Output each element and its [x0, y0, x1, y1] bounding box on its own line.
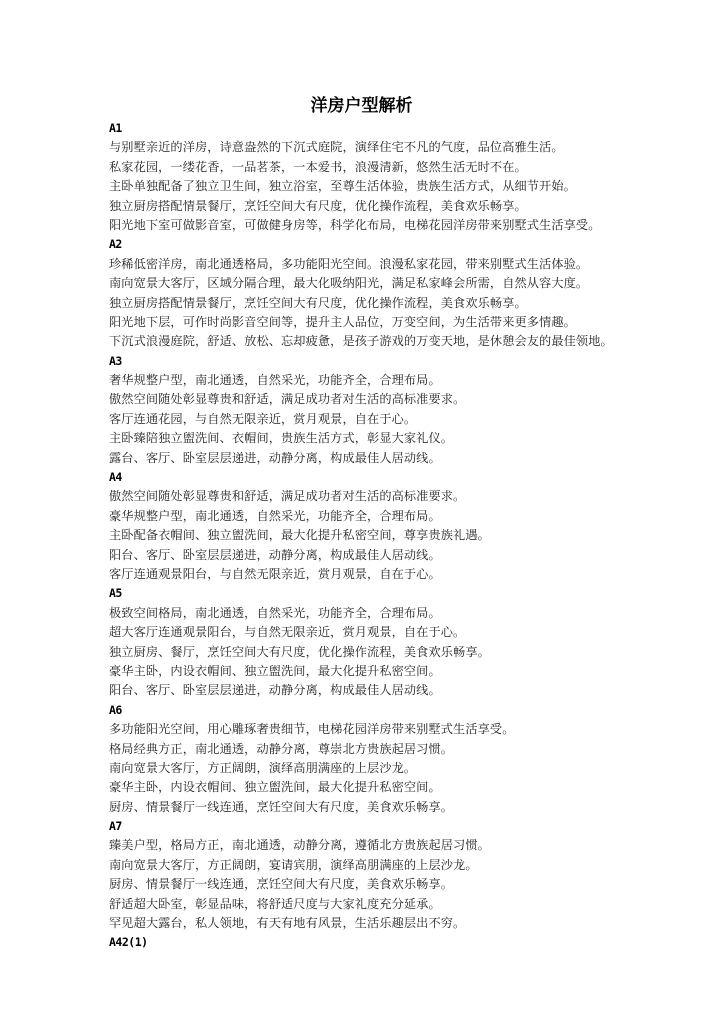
section-heading: A4 [109, 470, 122, 485]
section-a4 [109, 468, 669, 584]
section-heading: A6 [109, 702, 122, 717]
paragraph-line: 南向宽景大客厅，区域分隔合理，最大化吸纳阳光，满足私家峰会所需，自然从容大度。 [109, 276, 589, 291]
section-a5 [109, 584, 669, 700]
paragraph-line: 客厅连通花园，与自然无限亲近，赏月观景，自在于心。 [109, 411, 417, 426]
section-heading: A1 [109, 121, 122, 135]
paragraph-line: 厨房、情景餐厅一线连通，烹饪空间大有尺度，美食欢乐畅享。 [109, 877, 454, 892]
section-a2 [109, 235, 669, 351]
paragraph-line: 豪华规整户型，南北通透，自然采光，功能齐全，合理布局。 [109, 508, 441, 523]
section-heading: A2 [109, 237, 122, 252]
paragraph-line: 傲然空间随处彰显尊贵和舒适，满足成功者对生活的高标准要求。 [109, 489, 466, 504]
section-heading: A7 [109, 819, 122, 834]
paragraph-line: 下沉式浪漫庭院，舒适、放松、忘却疲惫，是孩子游戏的万变天地，是休憩会友的最佳领地。 [109, 334, 613, 349]
paragraph-line: 阳台、客厅、卧室层层递进，动静分离，构成最佳人居动线。 [109, 683, 441, 698]
paragraph-line: 独立厨房搭配情景餐厅，烹饪空间大有尺度，优化操作流程，美食欢乐畅享。 [109, 198, 527, 213]
paragraph-line: 主卧臻陪独立盥洗间、衣帽间，贵族生活方式，彰显大家礼仪。 [109, 431, 454, 446]
paragraph-line: 多功能阳光空间，用心雕琢奢贵细节，电梯花园洋房带来别墅式生活享受。 [109, 722, 515, 737]
section-heading: A5 [109, 586, 122, 601]
paragraph-line: 奢华规整户型，南北通透，自然采光，功能齐全，合理布局。 [109, 373, 441, 388]
paragraph-line: 臻美户型，格局方正，南北通透，动静分离，遵循北方贵族起居习惯。 [109, 838, 490, 853]
section-a6 [109, 701, 669, 817]
paragraph-line: 阳光地下层，可作时尚影音空间等，提升主人品位，万变空间，为生活带来更多情趣。 [109, 314, 576, 329]
paragraph-line: 厨房、情景餐厅一线连通，烹饪空间大有尺度，美食欢乐畅享。 [109, 799, 454, 814]
section-a1 [109, 119, 669, 235]
paragraph-line: 南向宽景大客厅，方正阔朗，宴请宾朋，演绎高朋满座的上层沙龙。 [109, 857, 478, 872]
document-page [109, 95, 669, 953]
section-a42-1 [109, 933, 669, 952]
section-heading: A3 [109, 353, 122, 368]
paragraph-line: 罕见超大露台，私人领地，有天有地有风景，生活乐趣层出不穷。 [109, 916, 466, 931]
paragraph-line: 豪华主卧，内设衣帽间、独立盥洗间，最大化提升私密空间。 [109, 780, 441, 795]
paragraph-line: 珍稀低密洋房，南北通透格局，多功能阳光空间。浪漫私家花园，带来别墅式生活体验。 [109, 256, 589, 271]
section-a7 [109, 817, 669, 933]
paragraph-line: 独立厨房搭配情景餐厅，烹饪空间大有尺度，优化操作流程，美食欢乐畅享。 [109, 295, 527, 310]
paragraph-line: 与别墅亲近的洋房，诗意盎然的下沉式庭院，演绎住宅不凡的气度，品位高雅生活。 [109, 140, 564, 155]
paragraph-line: 主卧配备衣帽间、独立盥洗间，最大化提升私密空间，尊享贵族礼遇。 [109, 528, 490, 543]
paragraph-line: 私家花园，一缕花香，一品茗茶，一本爱书，浪漫清新，悠然生活无时不在。 [109, 159, 527, 174]
paragraph-line: 舒适超大卧室，彰显品味，将舒适尺度与大家礼度充分延承。 [109, 896, 441, 911]
paragraph-line: 南向宽景大客厅，方正阔朗，演绎高朋满座的上层沙龙。 [109, 760, 417, 775]
paragraph-line: 傲然空间随处彰显尊贵和舒适，满足成功者对生活的高标准要求。 [109, 392, 466, 407]
paragraph-line: 客厅连通观景阳台，与自然无限亲近，赏月观景，自在于心。 [109, 566, 441, 581]
paragraph-line: 豪华主卧，内设衣帽间、独立盥洗间，最大化提升私密空间。 [109, 663, 441, 678]
paragraph-line: 极致空间格局，南北通透，自然采光，功能齐全，合理布局。 [109, 605, 441, 620]
section-a3 [109, 352, 669, 468]
paragraph-line: 独立厨房、餐厅，烹饪空间大有尺度，优化操作流程，美食欢乐畅享。 [109, 644, 490, 659]
document-title: 洋房户型解析 [310, 96, 413, 116]
paragraph-line: 格局经典方正，南北通透，动静分离，尊崇北方贵族起居习惯。 [109, 741, 454, 756]
paragraph-line: 阳台、客厅、卧室层层递进，动静分离，构成最佳人居动线。 [109, 547, 441, 562]
paragraph-line: 主卧单独配备了独立卫生间，独立浴室，至尊生活体验，贵族生活方式，从细节开始。 [109, 179, 576, 194]
paragraph-line: 露台、客厅、卧室层层递进，动静分离，构成最佳人居动线。 [109, 450, 441, 465]
paragraph-line: 阳光地下室可做影音室，可做健身房等，科学化布局，电梯花园洋房带来别墅式生活享受。 [109, 217, 601, 232]
section-heading: A42(1) [109, 935, 148, 950]
paragraph-line: 超大客厅连通观景阳台，与自然无限亲近，赏月观景，自在于心。 [109, 625, 466, 640]
